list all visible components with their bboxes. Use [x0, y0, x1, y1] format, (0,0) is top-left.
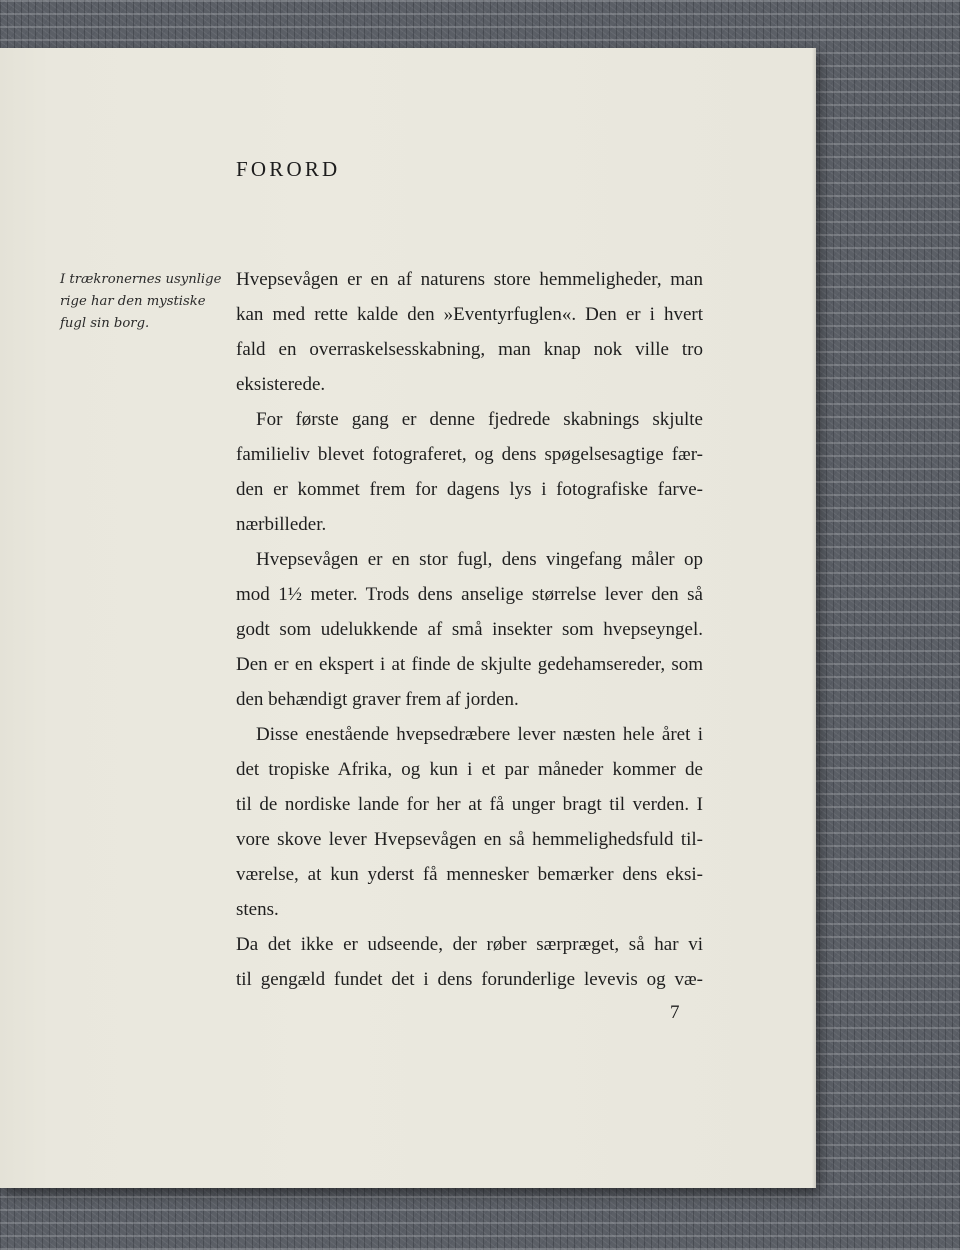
- text-line: til de nordiske lande for her at få unger bragt til verden. I: [236, 794, 703, 815]
- text-line: den er kommet frem for dagens lys i fotografiske farve-: [236, 479, 703, 500]
- chapter-heading: FORORD: [236, 157, 341, 181]
- text-line: Hvepsevågen er en stor fugl, dens vingefang måler op: [256, 549, 703, 570]
- text-line: den behændigt graver frem af jorden.: [236, 689, 519, 710]
- paragraph-3: [236, 542, 703, 717]
- page-number: 7: [670, 1002, 680, 1023]
- text-line: fald en overraskelsesskabning, man knap nok ville tro: [236, 339, 703, 360]
- text-line: stens.: [236, 899, 279, 920]
- margin-note-line: fugl sin borg.: [60, 316, 150, 331]
- text-line: mod 1½ meter. Trods dens anselige størrelse lever den så: [236, 584, 703, 605]
- text-line: Den er en ekspert i at finde de skjulte gedehamsereder, som: [236, 654, 703, 675]
- text-line: Hvepsevågen er en af naturens store hemmeligheder, man: [236, 269, 703, 290]
- paragraph-1: [236, 262, 703, 402]
- paragraph-2: [236, 402, 703, 542]
- margin-note: [60, 269, 230, 335]
- body-text: [236, 262, 703, 997]
- text-line: Disse enestående hvepsedræbere lever næsten hele året i: [256, 724, 703, 745]
- margin-note-line: I trækronernes usynlige: [60, 272, 222, 287]
- paragraph-4: [236, 717, 703, 927]
- text-line: nærbilleder.: [236, 514, 327, 535]
- text-line: familieliv blevet fotograferet, og dens spøgelsesagtige fær-: [236, 444, 703, 465]
- text-line: til gengæld fundet det i dens forunderlige levevis og væ-: [236, 969, 703, 990]
- text-line: eksisterede.: [236, 374, 326, 395]
- text-line: værelse, at kun yderst få mennesker bemærker dens eksi-: [236, 864, 703, 885]
- text-line: vore skove lever Hvepsevågen en så hemmelighedsfuld til-: [236, 829, 703, 850]
- paragraph-5: [236, 927, 703, 997]
- text-line: det tropiske Afrika, og kun i et par måneder kommer de: [236, 759, 703, 780]
- text-line: godt som udelukkende af små insekter som hvepseyngel.: [236, 619, 703, 640]
- margin-note-line: rige har den mystiske: [60, 294, 206, 309]
- text-line: Da det ikke er udseende, der røber særpræget, så har vi: [236, 934, 703, 955]
- book-page: [0, 48, 816, 1188]
- text-line: For første gang er denne fjedrede skabnings skjulte: [256, 409, 703, 430]
- text-line: kan med rette kalde den »Eventyrfuglen«. Den er i hvert: [236, 304, 703, 325]
